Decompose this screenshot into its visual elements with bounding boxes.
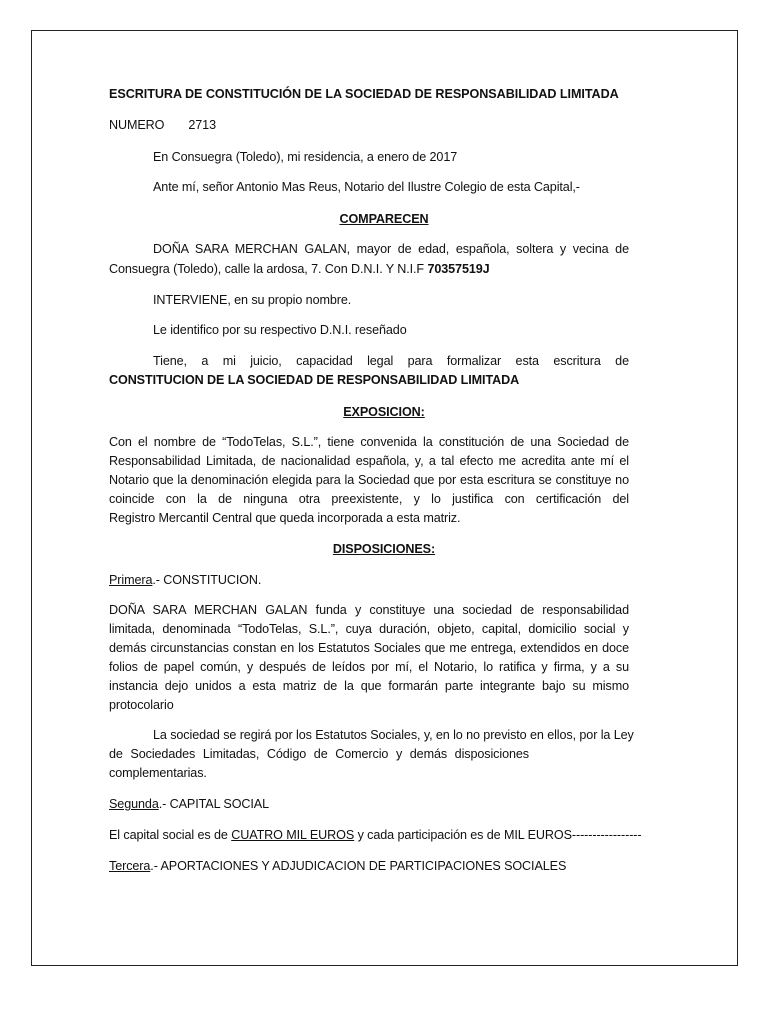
document-title: ESCRITURA DE CONSTITUCIÓN DE LA SOCIEDAD DE RESPONSABILIDAD LIMITADA (109, 87, 619, 101)
disposiciones-heading: DISPOSICIONES: (332, 542, 436, 556)
primera-line: DOÑA SARA MERCHAN GALAN funda y constituye una sociedad de responsabilidad (109, 603, 629, 617)
primera-line: limitada, denominada “TodoTelas, S.L.”, cuya duración, objeto, capital, domicilio social y (109, 622, 629, 636)
comparece-address: Consuegra (Toledo), calle la ardosa, 7. Con D.N.I. Y N.I.F (109, 262, 425, 276)
capital-rest: y cada participación es de MIL EUROS----------------- (354, 828, 642, 842)
numero-label: NUMERO (109, 118, 165, 132)
capital-intro: El capital social es de (109, 828, 232, 842)
capital-line (109, 826, 642, 845)
exposicion-line: Notario que la denominación elegida para la Sociedad que por esta escritura se constituye no (109, 473, 629, 487)
primera-label: Primera (109, 573, 153, 587)
exposicion-heading: EXPOSICION: (343, 405, 425, 419)
segunda-heading (109, 795, 269, 814)
regira-line: La sociedad se regirá por los Estatutos Sociales, y, en lo no previsto en ellos, por la Ley (153, 728, 634, 742)
primera-line: protocolario (109, 698, 174, 712)
exposicion-line: Con el nombre de “TodoTelas, S.L.”, tiene convenida la constitución de una Sociedad de (109, 435, 629, 449)
segunda-label: Segunda (109, 797, 159, 811)
place-date: En Consuegra (Toledo), mi residencia, a enero de 2017 (153, 150, 458, 164)
exposicion-line: Responsabilidad Limitada, de nacionalidad española, y, a tal efecto me acredita ante mí el (109, 454, 629, 468)
tercera-title: .- APORTACIONES Y ADJUDICACION DE PARTICIPACIONES SOCIALES (150, 859, 567, 873)
regira-line: de Sociedades Limitadas, Código de Comercio y demás disposiciones (109, 747, 529, 761)
regira-line: complementarias. (109, 766, 207, 780)
numero-line (109, 116, 216, 135)
comparece-line-1: DOÑA SARA MERCHAN GALAN, mayor de edad, española, soltera y vecina de (153, 242, 629, 256)
primera-title: .- CONSTITUCION. (152, 573, 262, 587)
identifico-line: Le identifico por su respectivo D.N.I. reseñado (153, 323, 407, 337)
comparece-line-2 (109, 260, 490, 279)
primera-heading (109, 571, 261, 590)
notary-line: Ante mí, señor Antonio Mas Reus, Notario del Ilustre Colegio de esta Capital,- (153, 180, 580, 194)
tercera-heading (109, 857, 566, 876)
segunda-title: .- CAPITAL SOCIAL (158, 797, 270, 811)
comparecen-heading: COMPARECEN (339, 212, 429, 226)
capacidad-line-1: Tiene, a mi juicio, capacidad legal para formalizar esta escritura de (153, 354, 629, 368)
capacidad-line-2: CONSTITUCION DE LA SOCIEDAD DE RESPONSABILIDAD LIMITADA (109, 373, 520, 387)
tercera-label: Tercera (109, 859, 151, 873)
primera-line: demás circunstancias constan en los Estatutos Sociales que me entrega, extendidos en doce (109, 641, 629, 655)
interviene-line: INTERVIENE, en su propio nombre. (153, 293, 352, 307)
numero-value: 2713 (188, 118, 216, 132)
capital-amount: CUATRO MIL EUROS (231, 828, 355, 842)
dni-value: 70357519J (427, 262, 490, 276)
exposicion-line: Registro Mercantil Central que queda incorporada a esta matriz. (109, 511, 461, 525)
primera-line: instancia dejo unidos a esta matriz de la que formarán parte integrante bajo su mismo (109, 679, 629, 693)
primera-line: folios de papel común, y después de leídos por mí, el Notario, lo ratifica y firma, y a su (109, 660, 629, 674)
exposicion-line: coincide con la de ninguna otra preexistente, y lo justifica con certificación del (109, 492, 629, 506)
